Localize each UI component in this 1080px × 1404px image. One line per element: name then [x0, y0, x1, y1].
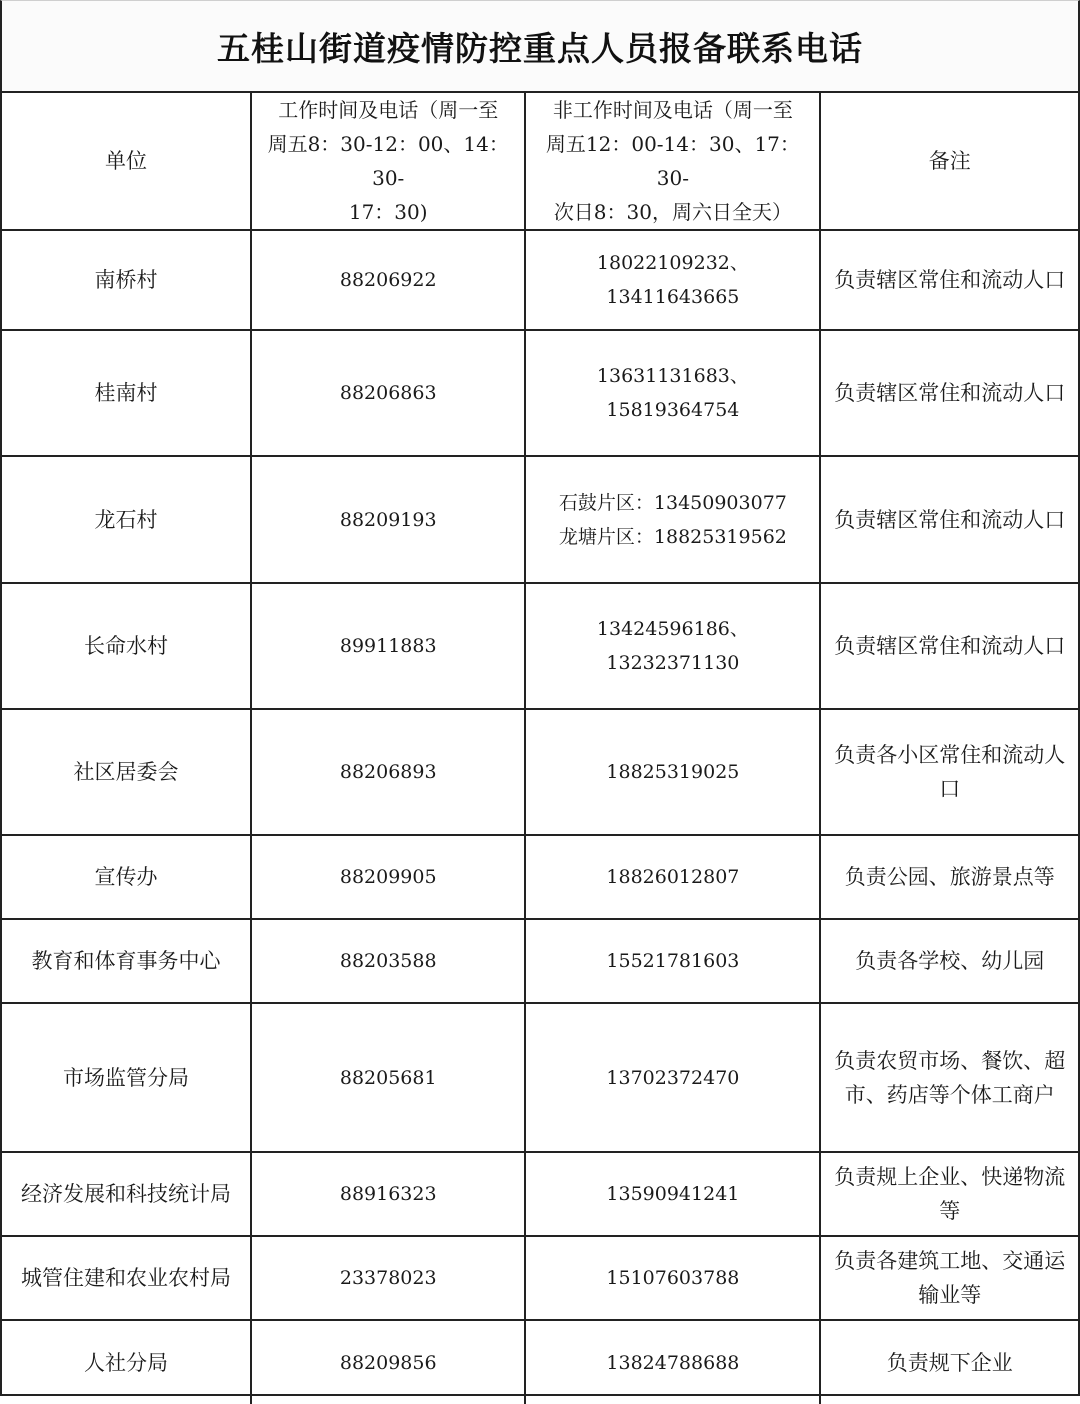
off-phone-line: 13424596186、13232371130: [596, 618, 749, 674]
header-unit: 单位: [2, 93, 251, 230]
cell-off-phone: [525, 1152, 820, 1236]
cell-work-phone: 88206893: [251, 709, 525, 835]
cell-unit: 宣传办: [2, 835, 251, 919]
cell-note: [820, 456, 1078, 583]
cell-note: [820, 709, 1078, 835]
cell-note: [820, 330, 1078, 456]
table-row: [2, 230, 1078, 330]
cell-off-phone: [525, 835, 820, 919]
table-body: [2, 230, 1078, 1404]
table-row: [2, 919, 1078, 1003]
table-row: [2, 709, 1078, 835]
contact-table: [2, 93, 1078, 1404]
table-row: [2, 835, 1078, 919]
table-row: [2, 1320, 1078, 1404]
title-bar: [2, 1, 1078, 93]
note-line: 负责辖区常住和流动人口: [834, 634, 1066, 658]
note-line: 负责农贸市场、餐饮、超: [834, 1048, 1066, 1073]
note-line: 负责各建筑工地、交通运: [834, 1249, 1066, 1273]
cell-note: [820, 835, 1078, 919]
header-work-line: 周五8：30-12：00、14：30-: [267, 132, 509, 190]
note-line: 负责规下企业: [886, 1350, 1013, 1375]
cell-unit: 市场监管分局: [2, 1003, 251, 1152]
header-off-hours: [525, 93, 820, 230]
cell-unit: 城管住建和农业农村局: [2, 1236, 251, 1320]
cell-off-phone: [525, 230, 820, 330]
cell-off-phone: [525, 1236, 820, 1320]
cell-unit: 南桥村: [2, 230, 251, 330]
off-phone-line: 18022109232、13411643665: [596, 252, 749, 308]
cell-work-phone: 88203588: [251, 919, 525, 1003]
cell-work-phone: 89911883: [251, 583, 525, 709]
cell-off-phone: [525, 1003, 820, 1152]
cell-note: [820, 230, 1078, 330]
note-line: 负责规上企业、快递物流: [834, 1165, 1066, 1189]
cell-work-phone: 88916323: [251, 1152, 525, 1236]
off-phone-line: 18826012807: [606, 866, 740, 888]
cell-note: [820, 1152, 1078, 1236]
note-line: 输业等: [918, 1283, 982, 1307]
cell-unit: 经济发展和科技统计局: [2, 1152, 251, 1236]
cell-unit: 桂南村: [2, 330, 251, 456]
cell-work-phone: 88209856: [251, 1320, 525, 1404]
off-phone-line: 龙塘片区：18825319562: [558, 525, 787, 548]
header-off-line: 非工作时间及电话（周一至: [552, 98, 793, 122]
table-header-row: [2, 93, 1078, 230]
page-title: 五桂山街道疫情防控重点人员报备联系电话: [217, 28, 863, 68]
cell-work-phone: 88205681: [251, 1003, 525, 1152]
note-line: 负责公园、旅游景点等: [844, 865, 1055, 889]
cell-unit: 社区居委会: [2, 709, 251, 835]
cell-work-phone: 88206922: [251, 230, 525, 330]
cell-note: [820, 919, 1078, 1003]
note-line: 市、药店等个体工商户: [844, 1082, 1055, 1107]
off-phone-line: 13631131683、15819364754: [596, 365, 749, 421]
header-work-line: 17：30): [348, 200, 428, 224]
note-line: 负责辖区常住和流动人口: [834, 507, 1066, 532]
cell-note: [820, 1320, 1078, 1404]
cell-off-phone: [525, 919, 820, 1003]
cell-work-phone: 88209905: [251, 835, 525, 919]
table-row: [2, 583, 1078, 709]
note-line: 负责辖区常住和流动人口: [834, 268, 1066, 292]
note-line: 负责辖区常住和流动人口: [834, 381, 1066, 405]
cell-work-phone: 88209193: [251, 456, 525, 583]
off-phone-line: 13702372470: [606, 1066, 740, 1089]
off-phone-line: 石鼓片区：13450903077: [558, 491, 787, 514]
table-row: [2, 1003, 1078, 1152]
cell-unit: 教育和体育事务中心: [2, 919, 251, 1003]
note-line: 口: [939, 777, 961, 801]
cell-off-phone: [525, 456, 820, 583]
header-note: 备注: [820, 93, 1078, 230]
table-row: [2, 456, 1078, 583]
note-line: 负责各小区常住和流动人: [834, 743, 1066, 767]
table-row: [2, 1236, 1078, 1320]
cell-note: [820, 1003, 1078, 1152]
cell-unit: 龙石村: [2, 456, 251, 583]
table-row: [2, 330, 1078, 456]
cell-note: [820, 583, 1078, 709]
header-work-line: 工作时间及电话（周一至: [278, 98, 499, 122]
off-phone-line: 15521781603: [606, 950, 740, 972]
off-phone-line: 18825319025: [606, 761, 740, 783]
table-row: [2, 1152, 1078, 1236]
cell-unit: 长命水村: [2, 583, 251, 709]
cell-unit: 人社分局: [2, 1320, 251, 1404]
cell-off-phone: [525, 709, 820, 835]
cell-off-phone: [525, 330, 820, 456]
cell-off-phone: [525, 1320, 820, 1404]
off-phone-line: 13590941241: [606, 1183, 740, 1205]
cell-work-phone: 23378023: [251, 1236, 525, 1320]
note-line: 等: [939, 1199, 961, 1223]
cell-note: [820, 1236, 1078, 1320]
header-work-hours: [251, 93, 525, 230]
off-phone-line: 13824788688: [606, 1351, 740, 1374]
off-phone-line: 15107603788: [606, 1267, 740, 1289]
note-line: 负责各学校、幼儿园: [855, 949, 1045, 973]
cell-off-phone: [525, 583, 820, 709]
header-off-line: 次日8：30，周六日全天）: [553, 200, 792, 224]
header-off-line: 周五12：00-14：30、17：30-: [545, 132, 800, 190]
cell-work-phone: 88206863: [251, 330, 525, 456]
